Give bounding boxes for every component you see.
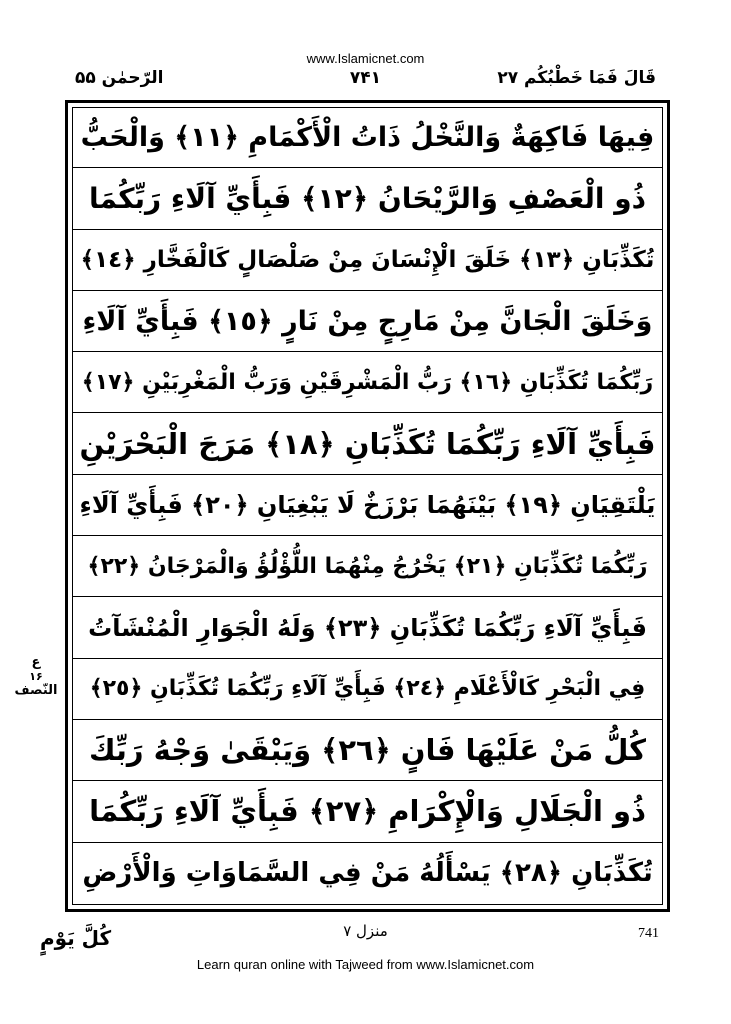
verse-line: ذُو الْعَصْفِ وَالرَّيْحَانُ ﴿١٢﴾ فَبِأَيِّ آلَاءِ رَبِّكُمَا xyxy=(72,168,663,229)
verse-line: يَلْتَقِيَانِ ﴿١٩﴾ بَيْنَهُمَا بَرْزَخٌ لَا يَبْغِيَانِ ﴿٢٠﴾ فَبِأَيِّ آلَاءِ xyxy=(72,475,663,536)
verse-line: فِيهَا فَاكِهَةٌ وَالنَّخْلُ ذَاتُ الْأَكْمَامِ ﴿١١﴾ وَالْحَبُّ xyxy=(72,107,663,168)
verse-line: كُلُّ مَنْ عَلَيْهَا فَانٍ ﴿٢٦﴾ وَيَبْقَىٰ وَجْهُ رَبِّكَ xyxy=(72,720,663,781)
verse-line: فَبِأَيِّ آلَاءِ رَبِّكُمَا تُكَذِّبَانِ ﴿٢٣﴾ وَلَهُ الْجَوَارِ الْمُنْشَآتُ xyxy=(72,597,663,658)
ruku-label: ع xyxy=(31,655,41,670)
verse-line: رَبِّكُمَا تُكَذِّبَانِ ﴿٢١﴾ يَخْرُجُ مِنْهُمَا اللُّؤْلُؤُ وَالْمَرْجَانُ ﴿٢٢﴾ xyxy=(72,536,663,597)
juz-name: قَالَ فَمَا خَطْبُكُم ۲۷ xyxy=(497,68,656,88)
catchword: كُلَّ يَوْمٍ xyxy=(40,926,112,950)
verse-line: تُكَذِّبَانِ ﴿١٣﴾ خَلَقَ الْإِنْسَانَ مِنْ صَلْصَالٍ كَالْفَخَّارِ ﴿١٤﴾ xyxy=(72,230,663,291)
verse-line: ذُو الْجَلَالِ وَالْإِكْرَامِ ﴿٢٧﴾ فَبِأَيِّ آلَاءِ رَبِّكُمَا xyxy=(72,781,663,842)
verse-line: فِي الْبَحْرِ كَالْأَعْلَامِ ﴿٢٤﴾ فَبِأَيِّ آلَاءِ رَبِّكُمَا تُكَذِّبَانِ ﴿٢٥﴾ xyxy=(72,659,663,720)
page-number-arabic: ۷۴۱ xyxy=(349,68,382,88)
ruku-sub: النّصف xyxy=(14,683,58,698)
quran-text-block xyxy=(72,107,663,905)
site-url: www.Islamicnet.com xyxy=(306,51,425,66)
page-number: 741 xyxy=(638,926,659,941)
verse-line: فَبِأَيِّ آلَاءِ رَبِّكُمَا تُكَذِّبَانِ ﴿١٨﴾ مَرَجَ الْبَحْرَيْنِ xyxy=(72,413,663,474)
ruku-number: ۱۶ xyxy=(29,670,43,683)
verse-line: رَبِّكُمَا تُكَذِّبَانِ ﴿١٦﴾ رَبُّ الْمَشْرِقَيْنِ وَرَبُّ الْمَغْرِبَيْنِ ﴿١٧﴾ xyxy=(72,352,663,413)
ruku-marker xyxy=(14,656,58,698)
verse-line: تُكَذِّبَانِ ﴿٢٨﴾ يَسْأَلُهُ مَنْ فِي السَّمَاوَاتِ وَالْأَرْضِ xyxy=(82,858,653,889)
manzil-label: منزل ۷ xyxy=(343,922,388,940)
footer-text: Learn quran online with Tajweed from www.Islamicnet.com xyxy=(196,957,535,972)
verse-line: وَخَلَقَ الْجَانَّ مِنْ مَارِجٍ مِنْ نَارٍ ﴿١٥﴾ فَبِأَيِّ آلَاءِ xyxy=(72,291,663,352)
surah-name: الرّحمٰن ۵۵ xyxy=(75,68,164,88)
